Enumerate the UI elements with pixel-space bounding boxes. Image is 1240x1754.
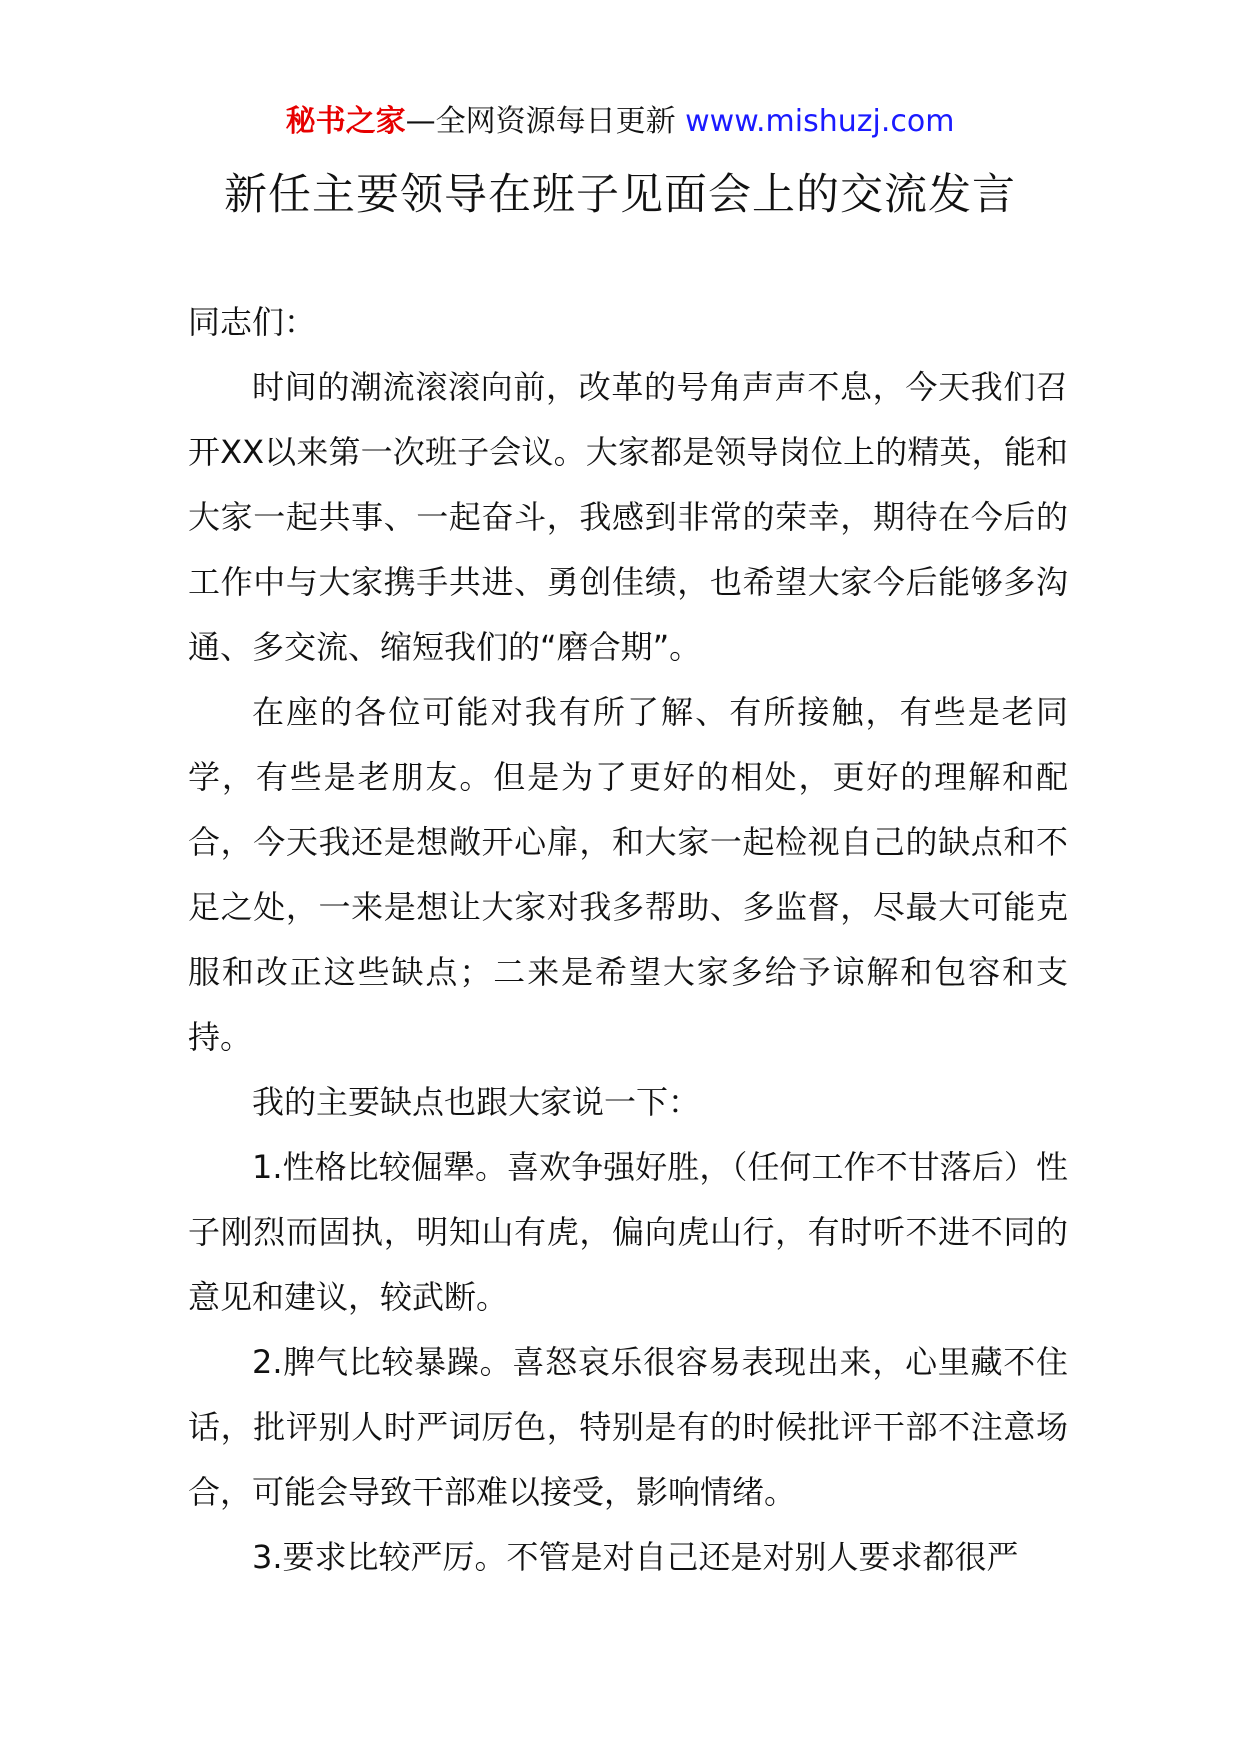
salutation: 同志们：	[188, 303, 317, 341]
list-item: 3.要求比较严厉。不管是对自己还是对别人要求都很严	[252, 1538, 1019, 1576]
site-url[interactable]: www.mishuzj.com	[685, 104, 955, 139]
site-header	[0, 100, 1240, 144]
list-item: 1.性格比较倔犟。喜欢争强好胜，（任何工作不甘落后）性子刚烈而固执，明知山有虎，偏向虎山行，有时听不进不同的意见和建议，较武断。	[188, 1148, 1068, 1316]
document-title: 新任主要领导在班子见面会上的交流发言	[224, 170, 1016, 220]
header-tagline: —全网资源每日更新	[405, 104, 676, 139]
list-item: 2.脾气比较暴躁。喜怒哀乐很容易表现出来，心里藏不住话，批评别人时严词厉色，特别是有的时候批评干部不注意场合，可能会导致干部难以接受，影响情绪。	[188, 1343, 1068, 1511]
paragraph: 时间的潮流滚滚向前，改革的号角声声不息，今天我们召开XX以来第一次班子会议。大家都是领导岗位上的精英，能和大家一起共事、一起奋斗，我感到非常的荣幸，期待在今后的工作中与大家携手共进、勇创佳绩，也希望大家今后能够多沟通、多交流、缩短我们的“磨合期”。	[188, 368, 1068, 666]
paragraph: 在座的各位可能对我有所了解、有所接触，有些是老同学，有些是老朋友。但是为了更好的相处，更好的理解和配合，今天我还是想敞开心扉，和大家一起检视自己的缺点和不足之处，一来是想让大家对我多帮助、多监督，尽最大可能克服和改正这些缺点；二来是希望大家多给予谅解和包容和支持。	[188, 693, 1068, 1056]
document-body	[188, 290, 1068, 1590]
paragraph: 我的主要缺点也跟大家说一下：	[252, 1083, 701, 1121]
brand-name: 秘书之家	[285, 104, 406, 139]
